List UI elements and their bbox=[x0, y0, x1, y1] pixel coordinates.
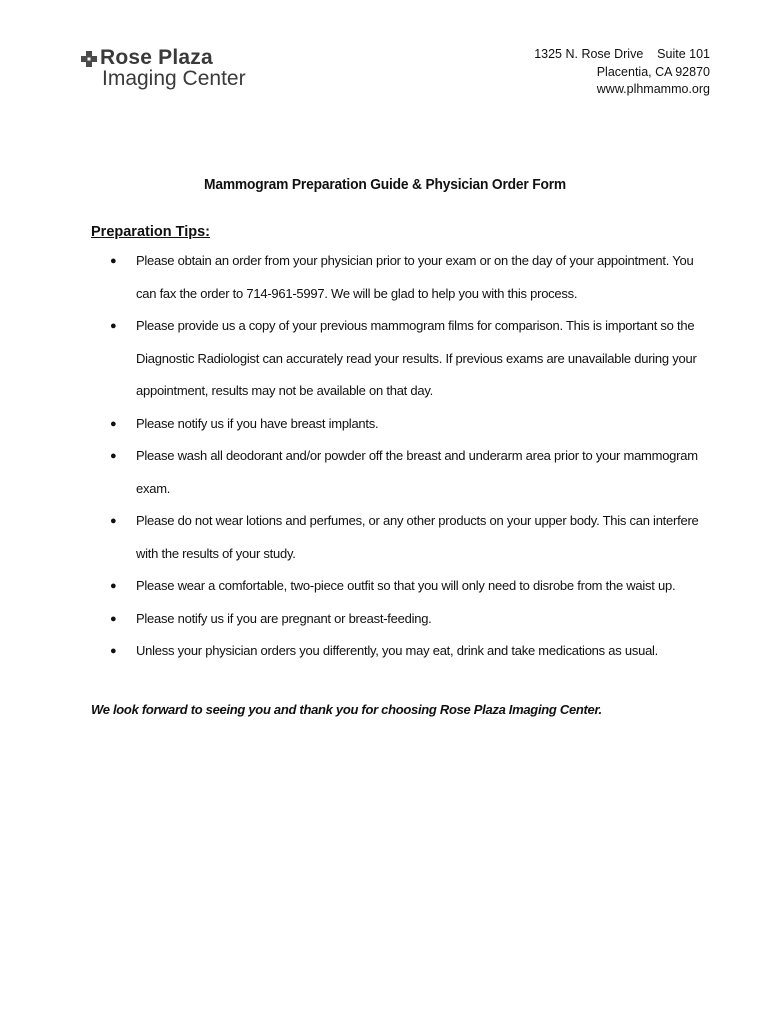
list-item bbox=[108, 603, 708, 636]
logo bbox=[80, 46, 280, 96]
tip-text: Please obtain an order from your physician prior to your exam or on the day of your appointment. You can fax the order to 714-961-5997. We will be glad to help you with this process. bbox=[136, 253, 694, 301]
list-item bbox=[108, 505, 708, 570]
section-heading: Preparation Tips: bbox=[91, 224, 210, 240]
bullet-icon: ● bbox=[110, 450, 117, 462]
bullet-icon: ● bbox=[110, 417, 117, 430]
logo-name: Rose Plaza bbox=[100, 46, 213, 69]
tip-text: Please notify us if you have breast implants. bbox=[136, 415, 379, 431]
medical-cross-icon bbox=[80, 50, 98, 68]
list-item bbox=[108, 408, 708, 441]
tips-list bbox=[108, 245, 708, 668]
closing-statement: We look forward to seeing you and thank you for choosing Rose Plaza Imaging Center. bbox=[91, 702, 602, 717]
list-item bbox=[108, 440, 708, 505]
address-block bbox=[534, 46, 710, 99]
bullet-icon: ● bbox=[110, 612, 117, 625]
address-website: www.plhmammo.org bbox=[596, 82, 710, 96]
list-item bbox=[108, 635, 708, 668]
bullet-icon: ● bbox=[110, 255, 117, 267]
tip-text: Please wash all deodorant and/or powder off the breast and underarm area prior to your mammogram exam. bbox=[136, 448, 698, 496]
address-city: Placentia, CA 92870 bbox=[596, 64, 710, 79]
bullet-icon: ● bbox=[110, 580, 117, 592]
bullet-icon: ● bbox=[110, 515, 117, 527]
tip-text: Please do not wear lotions and perfumes, or any other products on your upper body. This can interfere with the results of your study. bbox=[136, 513, 699, 561]
page-title: Mammogram Preparation Guide & Physician Order Form bbox=[204, 176, 566, 193]
list-item bbox=[108, 570, 708, 603]
bullet-icon: ● bbox=[110, 320, 117, 332]
tip-text: Please provide us a copy of your previous mammogram films for comparison. This is important so the Diagnostic Radiologist can accurately read your results. If previous exams are unavailable during your appointment, results may not be available on that day. bbox=[136, 318, 697, 398]
address-street: 1325 N. Rose Drive Suite 101 bbox=[534, 47, 710, 61]
list-item bbox=[108, 310, 708, 408]
list-item bbox=[108, 245, 708, 310]
tip-text: Please wear a comfortable, two-piece outfit so that you will only need to disrobe from the waist up. bbox=[136, 578, 676, 593]
logo-subtitle: Imaging Center bbox=[102, 67, 246, 90]
bullet-icon: ● bbox=[110, 645, 117, 657]
tip-text: Please notify us if you are pregnant or breast-feeding. bbox=[136, 610, 432, 626]
tip-text: Unless your physician orders you differently, you may eat, drink and take medications as usual. bbox=[136, 643, 659, 658]
